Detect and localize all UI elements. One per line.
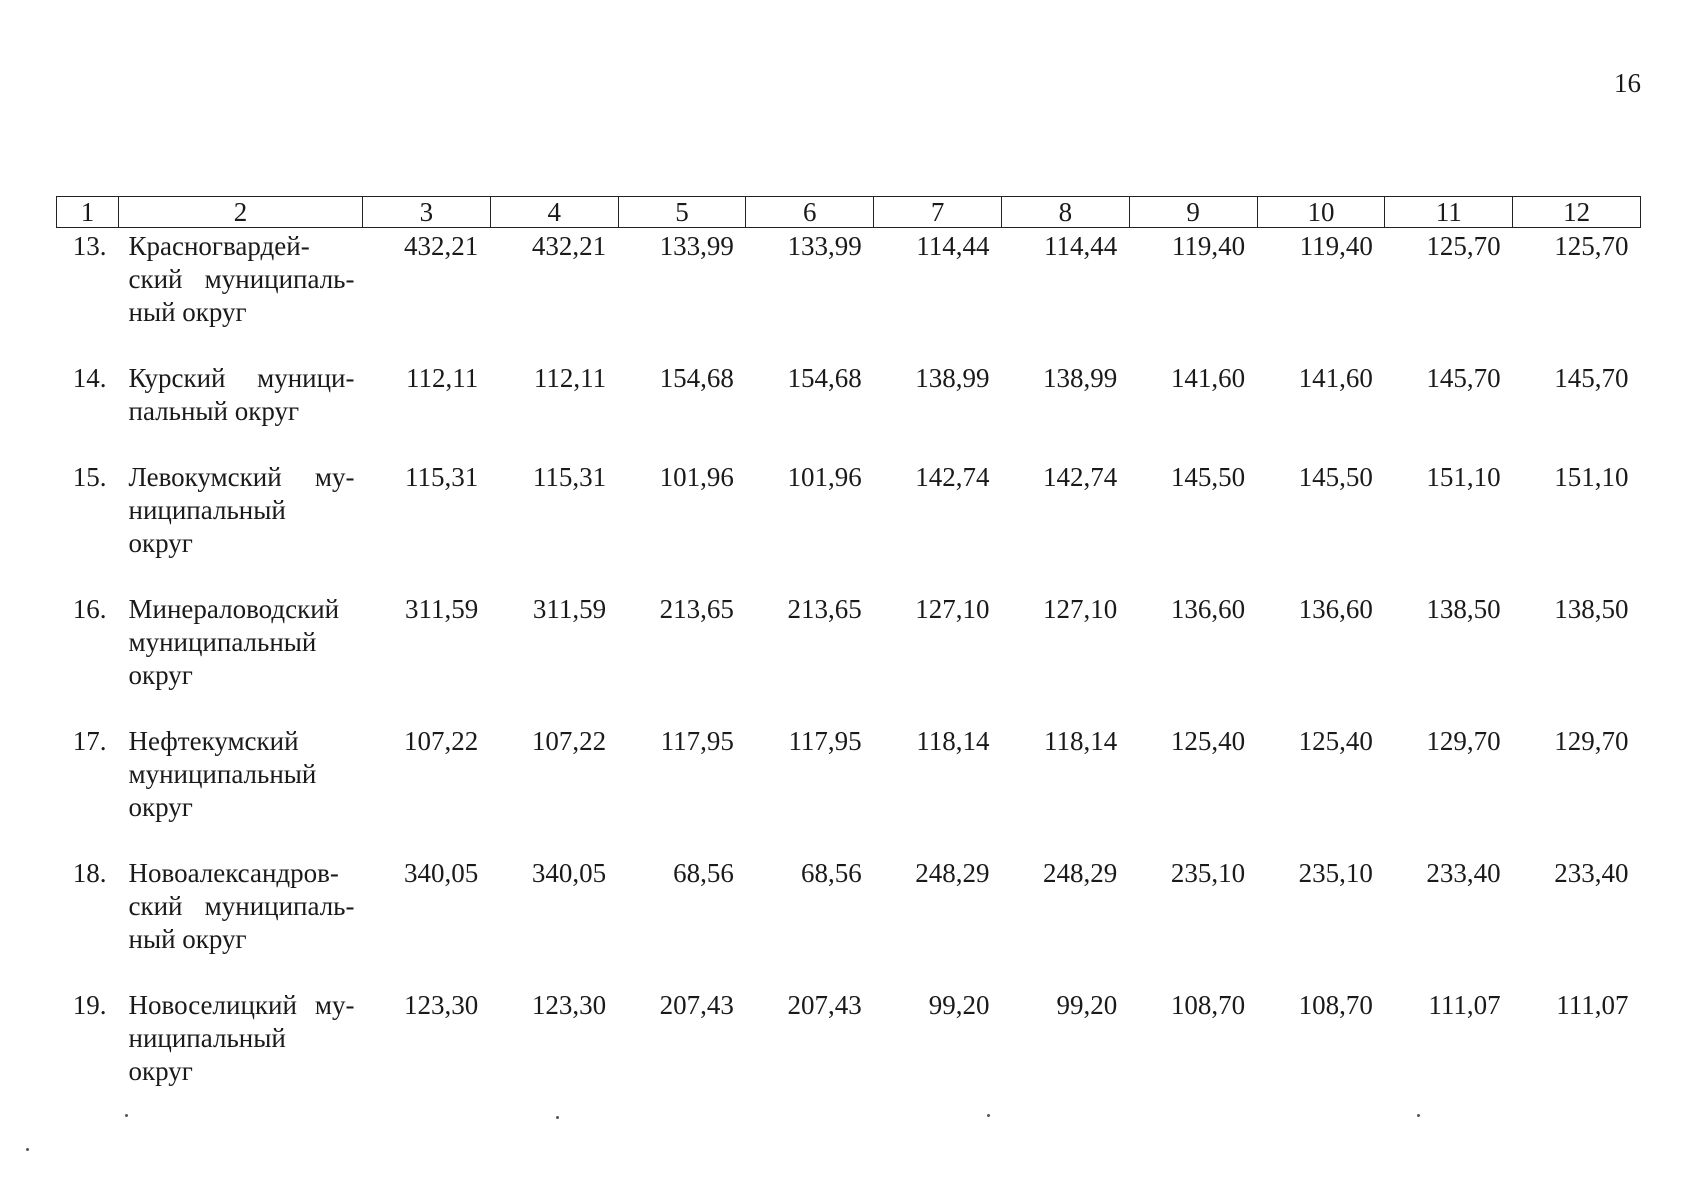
value-cell: 207,43 (787, 990, 862, 1020)
value-cell: 125,70 (1426, 231, 1501, 261)
value-cell: 233,40 (1426, 858, 1501, 888)
value-cell: 248,29 (1043, 858, 1118, 888)
table-row (57, 855, 1641, 987)
district-name (119, 723, 363, 855)
table-row (57, 228, 1641, 361)
value-cell: 235,10 (1170, 858, 1246, 888)
value-cell: 129,70 (1554, 726, 1629, 756)
value-cell: 119,40 (1299, 231, 1373, 261)
district-name-line: Левокумский му- (128, 462, 355, 492)
value-cell: 138,99 (915, 363, 990, 393)
row-number: 16. (72, 594, 107, 624)
district-name-line: Нефтекумский (128, 726, 299, 756)
district-name-line: Новоселицкий му- (128, 990, 355, 1020)
row-number: 17. (72, 726, 107, 756)
row-number: 18. (72, 858, 107, 888)
value-cell: 108,70 (1298, 990, 1373, 1020)
row-number: 14. (72, 363, 107, 393)
district-name-line: Курский муници- (128, 363, 355, 393)
value-cell: 136,60 (1170, 594, 1246, 624)
table-row (57, 987, 1641, 1119)
value-cell: 111,07 (1556, 990, 1629, 1020)
value-cell: 112,11 (533, 363, 607, 393)
column-header: 7 (874, 197, 1002, 228)
table-row (57, 459, 1641, 591)
data-table (56, 196, 1641, 1119)
value-cell: 101,96 (659, 462, 734, 492)
value-cell: 233,40 (1554, 858, 1629, 888)
value-cell: 133,99 (659, 231, 734, 261)
column-number-row (57, 197, 1641, 228)
value-cell: 127,10 (1043, 594, 1118, 624)
value-cell: 133,99 (787, 231, 862, 261)
value-cell: 145,70 (1554, 363, 1629, 393)
row-number: 15. (72, 462, 107, 492)
value-cell: 119,40 (1171, 231, 1246, 261)
value-cell: 138,50 (1554, 594, 1629, 624)
value-cell: 154,68 (659, 363, 734, 393)
district-name-line: ский муниципаль- (128, 264, 355, 294)
table-body (57, 228, 1641, 1120)
value-cell: 138,50 (1426, 594, 1501, 624)
page-number: 16 (1614, 68, 1641, 98)
value-cell: 125,70 (1554, 231, 1629, 261)
district-name (119, 459, 363, 591)
value-cell: 311,59 (405, 594, 479, 624)
value-cell: 111,07 (1428, 990, 1501, 1020)
value-cell: 235,10 (1298, 858, 1373, 888)
district-name-line: муниципальный (128, 627, 317, 657)
table-row (57, 591, 1641, 723)
scan-speck (1417, 1114, 1420, 1117)
column-header: 8 (1001, 197, 1129, 228)
value-cell: 108,70 (1170, 990, 1246, 1020)
district-name-line: ниципальный (128, 495, 286, 525)
scan-speck (556, 1116, 559, 1119)
value-cell: 213,65 (787, 594, 862, 624)
column-header: 6 (746, 197, 874, 228)
row-number: 19. (72, 990, 107, 1020)
value-cell: 145,50 (1298, 462, 1373, 492)
district-name-line: ниципальный (128, 1023, 286, 1053)
district-name-line: округ (128, 528, 193, 558)
value-cell: 118,14 (1044, 726, 1118, 756)
column-header: 4 (490, 197, 618, 228)
column-header: 1 (57, 197, 119, 228)
value-cell: 141,60 (1298, 363, 1373, 393)
value-cell: 311,59 (532, 594, 607, 624)
value-cell: 127,10 (915, 594, 990, 624)
column-header: 3 (363, 197, 491, 228)
district-name-line: округ (128, 660, 193, 690)
column-header: 10 (1257, 197, 1385, 228)
value-cell: 125,40 (1298, 726, 1373, 756)
value-cell: 432,21 (404, 231, 479, 261)
value-cell: 68,56 (673, 858, 734, 888)
value-cell: 112,11 (406, 363, 479, 393)
value-cell: 115,31 (532, 462, 607, 492)
column-header: 9 (1129, 197, 1257, 228)
value-cell: 125,40 (1170, 726, 1246, 756)
district-name-line: Минераловодский (128, 594, 340, 624)
value-cell: 145,70 (1426, 363, 1501, 393)
value-cell: 117,95 (660, 726, 734, 756)
row-number: 13. (72, 231, 107, 261)
district-name (119, 360, 363, 459)
district-name (119, 987, 363, 1119)
value-cell: 138,99 (1043, 363, 1118, 393)
value-cell: 142,74 (915, 462, 990, 492)
district-name (119, 855, 363, 987)
value-cell: 99,20 (928, 990, 990, 1020)
column-header: 2 (119, 197, 363, 228)
value-cell: 68,56 (800, 858, 862, 888)
scan-speck (987, 1114, 990, 1117)
value-cell: 114,44 (1044, 231, 1118, 261)
district-name-line: пальный округ (128, 396, 300, 426)
value-cell: 141,60 (1170, 363, 1246, 393)
district-name-line: ный округ (128, 924, 247, 954)
district-name-line: Новоалександров- (128, 858, 339, 888)
value-cell: 117,95 (788, 726, 862, 756)
value-cell: 151,10 (1426, 462, 1501, 492)
district-name-line: ский муниципаль- (128, 891, 355, 921)
table-row (57, 723, 1641, 855)
district-name-line: Красногвардей- (128, 231, 310, 261)
district-name-line: муниципальный (128, 759, 317, 789)
value-cell: 118,14 (916, 726, 990, 756)
scan-speck (125, 1114, 128, 1117)
value-cell: 340,05 (404, 858, 479, 888)
table-row (57, 360, 1641, 459)
value-cell: 115,31 (405, 462, 479, 492)
value-cell: 107,22 (404, 726, 479, 756)
column-header: 11 (1385, 197, 1513, 228)
value-cell: 129,70 (1426, 726, 1501, 756)
value-cell: 136,60 (1298, 594, 1373, 624)
scan-speck (26, 1148, 29, 1151)
district-name-line: округ (128, 1056, 193, 1086)
value-cell: 154,68 (787, 363, 862, 393)
district-name-line: округ (128, 792, 193, 822)
value-cell: 213,65 (659, 594, 734, 624)
column-header: 5 (618, 197, 746, 228)
value-cell: 142,74 (1043, 462, 1118, 492)
value-cell: 145,50 (1170, 462, 1246, 492)
district-name (119, 591, 363, 723)
value-cell: 432,21 (531, 231, 607, 261)
value-cell: 340,05 (531, 858, 607, 888)
district-name (119, 228, 363, 361)
value-cell: 123,30 (404, 990, 479, 1020)
value-cell: 101,96 (787, 462, 862, 492)
value-cell: 248,29 (915, 858, 990, 888)
value-cell: 114,44 (916, 231, 990, 261)
value-cell: 123,30 (531, 990, 607, 1020)
district-name-line: ный округ (128, 297, 247, 327)
value-cell: 151,10 (1554, 462, 1629, 492)
table-header (57, 197, 1641, 228)
value-cell: 207,43 (659, 990, 734, 1020)
column-header: 12 (1513, 197, 1641, 228)
value-cell: 99,20 (1056, 990, 1118, 1020)
value-cell: 107,22 (531, 726, 607, 756)
